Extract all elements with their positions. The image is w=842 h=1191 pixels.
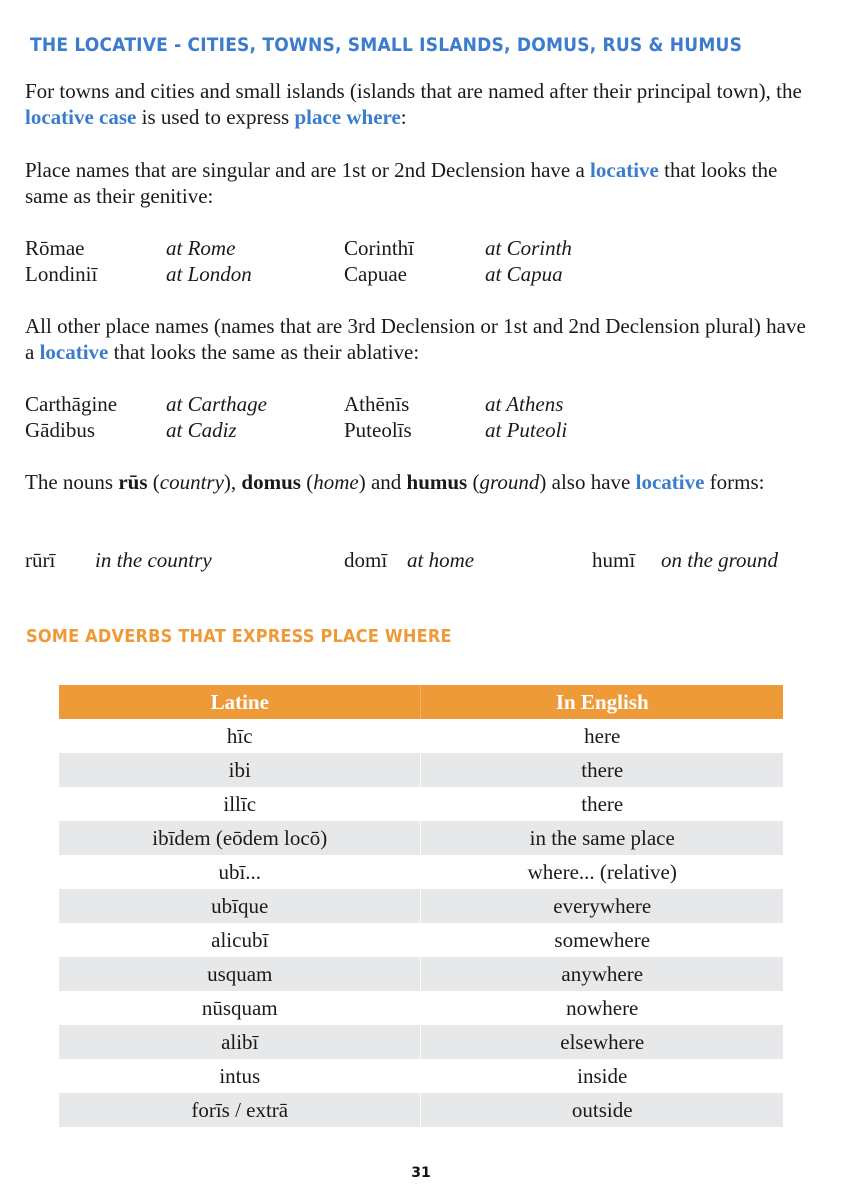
example-english: at Cadiz — [166, 418, 237, 442]
cell-latin: nūsquam — [201, 995, 278, 1020]
cell-english: everywhere — [421, 889, 783, 923]
cell-english: nowhere — [421, 991, 783, 1025]
table-row — [59, 1059, 783, 1093]
cell-english: where... (relative) — [421, 855, 783, 889]
text: that looks the same as their ablative: — [108, 340, 420, 364]
cell-english: there — [421, 787, 783, 821]
table-row — [59, 957, 783, 991]
cell-latin: alibī — [59, 1025, 421, 1059]
example-english: on the ground — [661, 548, 779, 572]
example-english: at Puteoli — [485, 418, 568, 442]
text: is used to express — [136, 105, 295, 129]
bold-rus: rūs — [118, 470, 148, 494]
table-header-row — [59, 685, 783, 719]
text: forms: — [704, 470, 765, 494]
cell-latin: illīc — [223, 791, 257, 816]
highlight-locative: locative — [635, 470, 705, 494]
table-row — [59, 787, 783, 821]
text: For towns and cities and small islands (islands that are named after their principal town), the — [25, 79, 802, 103]
example-latin: Carthāgine — [25, 392, 118, 416]
example-english: at Corinth — [485, 236, 572, 260]
paragraph-intro — [25, 78, 815, 130]
page-number: 31 — [411, 1165, 431, 1181]
table-row — [59, 889, 783, 923]
cell-latin: intus — [219, 1063, 261, 1088]
table-row — [59, 923, 783, 957]
table-row — [59, 821, 783, 855]
example-english: at Rome — [166, 236, 236, 260]
cell-english: here — [421, 719, 783, 753]
example-english: at London — [166, 262, 252, 286]
highlight-locative-case: locative case — [25, 105, 137, 129]
example-english: at Athens — [485, 392, 564, 416]
example-latin: Gādibus — [25, 418, 95, 442]
cell-latin: ibi — [59, 753, 421, 787]
cell-latin: forīs / extrā — [59, 1093, 421, 1127]
paragraph-genitive-rule — [25, 157, 815, 209]
text: : — [400, 105, 407, 129]
paragraph-ablative-rule — [25, 313, 815, 365]
cell-english: outside — [421, 1093, 783, 1127]
cell-english: anywhere — [421, 957, 783, 991]
example-english: at Carthage — [166, 392, 267, 416]
text: that looks the same as their genitive: — [25, 158, 778, 208]
example-english: at home — [407, 548, 475, 572]
cell-english: somewhere — [421, 923, 783, 957]
table-row — [59, 1093, 783, 1127]
example-latin: Londiniī — [25, 262, 98, 286]
example-latin: rūrī — [25, 548, 56, 572]
bold-humus: humus — [406, 470, 468, 494]
adverbs-table — [59, 685, 783, 1127]
example-latin: humī — [592, 548, 636, 572]
highlight-locative: locative — [590, 158, 659, 182]
cell-latin: alicubī — [211, 927, 269, 952]
example-latin: Puteolīs — [344, 418, 412, 442]
table-row — [59, 991, 783, 1025]
italic-home: home — [313, 470, 359, 494]
example-latin: domī — [344, 548, 388, 572]
section-heading-locative: THE LOCATIVE - CITIES, TOWNS, SMALL ISLANDS, DOMUS, RUS & HUMUS — [30, 34, 743, 56]
text: ( — [147, 470, 160, 494]
column-header-english: In English — [421, 685, 783, 719]
example-english: in the country — [95, 548, 212, 572]
text: ), — [223, 470, 242, 494]
text: The nouns — [25, 470, 119, 494]
italic-ground: ground — [479, 470, 540, 494]
text: All other place names (names that are 3rd Declension or 1st and 2nd Declension plural) have a — [25, 314, 806, 364]
example-latin: Rōmae — [25, 236, 85, 260]
cell-latin: usquam — [59, 957, 421, 991]
bold-domus: domus — [241, 470, 301, 494]
table-row — [59, 855, 783, 889]
cell-latin: ibīdem (eōdem locō) — [59, 821, 421, 855]
text: Place names that are singular and are 1st or 2nd Declension have a — [25, 158, 591, 182]
cell-english: elsewhere — [421, 1025, 783, 1059]
paragraph-special-nouns — [25, 469, 815, 495]
example-latin: Capuae — [344, 262, 407, 286]
example-latin: Corinthī — [344, 236, 415, 260]
section-heading-adverbs: SOME ADVERBS THAT EXPRESS PLACE WHERE — [26, 626, 452, 647]
column-header-latin: Latine — [59, 685, 421, 719]
table-row — [59, 719, 783, 753]
cell-english: there — [421, 753, 783, 787]
italic-country: country — [159, 470, 224, 494]
cell-english: in the same place — [421, 821, 783, 855]
text: ) also have — [539, 470, 636, 494]
table-row — [59, 1025, 783, 1059]
text: ) and — [358, 470, 407, 494]
cell-latin: ubīque — [59, 889, 421, 923]
cell-latin: hīc — [226, 723, 253, 748]
example-english: at Capua — [485, 262, 563, 286]
example-latin: Athēnīs — [344, 392, 410, 416]
cell-english: inside — [421, 1059, 783, 1093]
text: ( — [300, 470, 314, 494]
highlight-locative: locative — [39, 340, 109, 364]
highlight-place-where: place where — [294, 105, 401, 129]
table-row — [59, 753, 783, 787]
cell-latin: ubī... — [218, 859, 262, 884]
text: ( — [467, 470, 480, 494]
